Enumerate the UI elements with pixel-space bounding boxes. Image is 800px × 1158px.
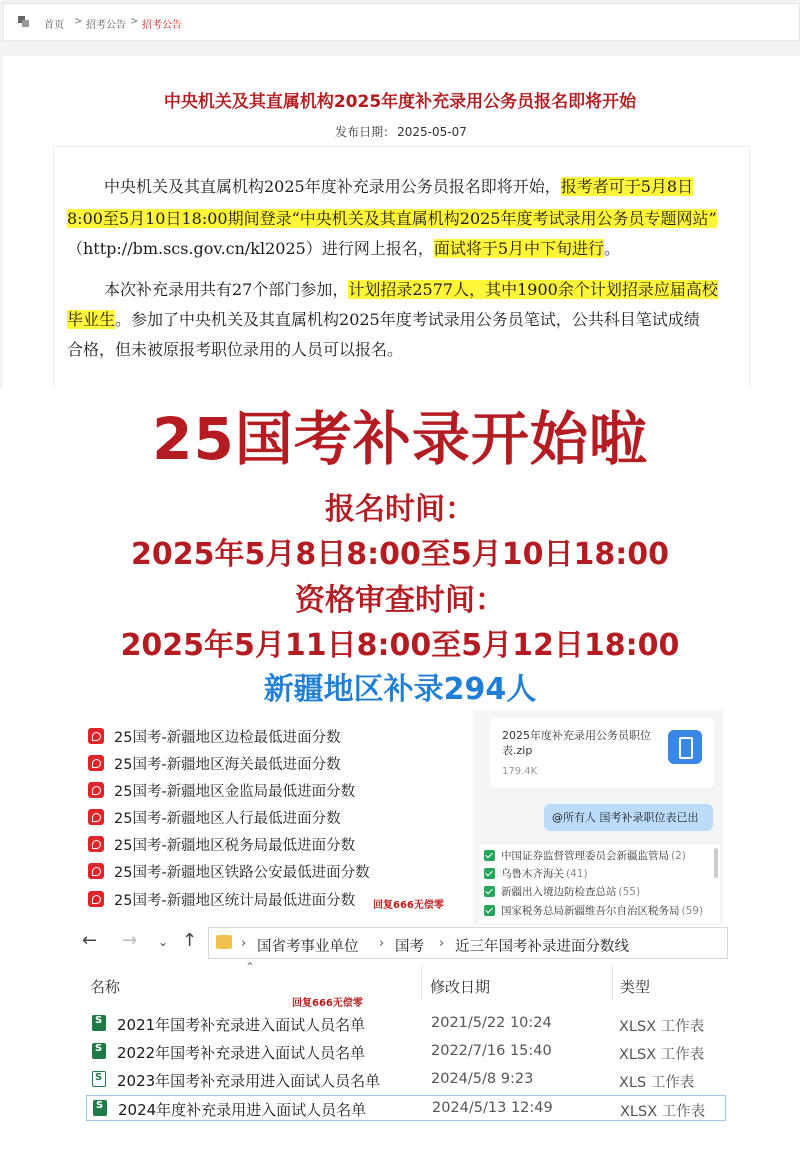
checklist-label [501, 848, 686, 863]
highlighted-text: 计划招录2577人，其中1900余个计划招录应届高校 [348, 280, 718, 299]
folder-icon [216, 935, 232, 949]
file-name: 25国考-新疆地区边检最低进面分数 [114, 730, 341, 746]
column-header-name[interactable]: 名称 [90, 978, 121, 996]
reply-note: 回复666无偿零 [373, 900, 444, 911]
breadcrumb [3, 3, 800, 41]
pdf-icon [88, 863, 104, 879]
pdf-icon [88, 782, 104, 798]
file-name: 25国考-新疆地区铁路公安最低进面分数 [114, 865, 370, 881]
checklist-label [501, 884, 640, 899]
article-line [104, 278, 718, 302]
column-divider[interactable] [612, 966, 613, 1000]
article-line [104, 175, 693, 199]
checklist-name: 国家税务总局新疆维吾尔自治区税务局 [501, 905, 680, 917]
reply-note: 回复666无偿零 [292, 998, 363, 1009]
chevron-down-icon[interactable]: ⌄ [158, 935, 169, 949]
spreadsheet-icon [93, 1100, 107, 1116]
chevron-right-icon: › [439, 936, 445, 951]
path-segment[interactable]: 国省考事业单位 [257, 939, 359, 955]
pdf-icon [88, 728, 104, 744]
spreadsheet-icon [92, 1043, 106, 1059]
article-line [67, 308, 700, 332]
department-checklist [480, 845, 720, 923]
zip-file-name: 2025年度补充录用公务员职位表.zip [502, 729, 651, 757]
row-type: XLSX 工作表 [619, 1047, 705, 1063]
up-arrow-icon[interactable]: ↑ [182, 930, 198, 951]
article-text: 。参加了中央机关及其直属机构2025年度考试录用公务员笔试，公共科目笔试成绩 [115, 310, 700, 329]
article-text: 。 [604, 239, 621, 258]
notice-title: 中央机关及其直属机构2025年度补充录用公务员报名即将开始 [163, 92, 637, 112]
article-line [67, 207, 717, 231]
breadcrumb-current: 招考公告 [142, 20, 182, 31]
forward-arrow-icon[interactable]: → [122, 930, 138, 951]
sort-ascending-icon: ⌃ [245, 960, 256, 974]
table-row[interactable] [86, 1039, 726, 1065]
table-row[interactable] [86, 1011, 726, 1037]
zip-icon [668, 730, 702, 764]
registration-time: 2025年5月8日8:00至5月10日18:00 [131, 537, 669, 572]
table-row-selected[interactable] [86, 1095, 726, 1121]
checklist-label [501, 866, 588, 881]
file-name: 25国考-新疆地区统计局最低进面分数 [114, 893, 356, 909]
row-type: XLSX 工作表 [620, 1104, 706, 1120]
pdf-icon [88, 891, 104, 907]
checkbox-checked-icon [484, 905, 495, 916]
article-text: 合格，但未被原报考职位录用的人员可以报名。 [67, 340, 404, 359]
banner-title: 25国考补录开始啦 [152, 405, 648, 473]
registration-label: 报名时间： [325, 492, 475, 527]
highlighted-text: 毕业生 [67, 310, 116, 329]
article-text: 本次补充录用共有27个部门参加， [104, 280, 349, 299]
region-quota: 新疆地区补录294人 [263, 672, 537, 707]
chevron-right-icon: › [379, 936, 385, 951]
file-name: 25国考-新疆地区金监局最低进面分数 [114, 784, 356, 800]
row-type: XLSX 工作表 [619, 1019, 705, 1035]
article-line [67, 237, 620, 261]
address-bar[interactable] [208, 927, 728, 959]
scrollbar[interactable] [714, 848, 718, 878]
column-header-type[interactable]: 类型 [620, 978, 651, 996]
checklist-name: 乌鲁木齐海关 [501, 868, 564, 880]
highlighted-text: 面试将于5月中下旬进行 [433, 239, 605, 258]
checkbox-checked-icon [484, 886, 495, 897]
checklist-count: (55) [618, 886, 641, 898]
home-icon [18, 16, 30, 28]
chevron-right-icon: › [241, 936, 247, 951]
publish-date-value: 2025-05-07 [397, 125, 467, 139]
review-time: 2025年5月11日8:00至5月12日18:00 [120, 628, 680, 663]
path-segment[interactable]: 国考 [395, 939, 424, 955]
spreadsheet-icon [92, 1071, 106, 1087]
checklist-name: 新疆出入境边防检查总站 [501, 886, 617, 898]
path-segment[interactable]: 近三年国考补录进面分数线 [455, 939, 629, 955]
pdf-icon [88, 809, 104, 825]
spreadsheet-icon [92, 1015, 106, 1031]
pdf-icon [88, 755, 104, 771]
checkbox-checked-icon [484, 868, 495, 879]
publish-date-label: 发布日期： [335, 125, 396, 139]
breadcrumb-separator: > [74, 16, 83, 27]
row-date: 2022/7/16 15:40 [431, 1043, 552, 1059]
zip-file-card[interactable] [490, 718, 714, 788]
row-file-name: 2023年国考补充录用进入面试人员名单 [117, 1072, 381, 1090]
pdf-icon [88, 836, 104, 852]
article-text: 中央机关及其直属机构2025年度补充录用公务员报名即将开始， [104, 177, 561, 196]
back-arrow-icon[interactable]: ← [82, 930, 98, 951]
checkbox-checked-icon [484, 850, 495, 861]
column-header-date[interactable]: 修改日期 [430, 978, 491, 996]
breadcrumb-separator: > [130, 16, 139, 27]
row-date: 2024/5/13 12:49 [432, 1100, 553, 1116]
mention-message: @所有人 国考补录职位表已出 [544, 804, 713, 831]
checklist-count: (59) [681, 905, 704, 917]
row-file-name: 2022年国考补充录进入面试人员名单 [117, 1044, 366, 1062]
publish-date [0, 123, 800, 140]
checklist-count: (41) [566, 868, 588, 880]
column-divider[interactable] [421, 966, 422, 1000]
highlighted-text: 报考者可于5月8日 [560, 177, 694, 196]
breadcrumb-notices-link[interactable]: 招考公告 [86, 20, 126, 31]
row-file-name: 2021年国考补充录进入面试人员名单 [117, 1016, 366, 1034]
review-label: 资格审查时间： [295, 583, 505, 618]
row-file-name: 2024年度补充录用进入面试人员名单 [118, 1101, 367, 1119]
checklist-count: (2) [671, 850, 686, 862]
article-line [67, 338, 403, 362]
zip-file-size: 179.4K [502, 766, 538, 777]
table-row[interactable] [86, 1067, 726, 1093]
row-date: 2024/5/8 9:23 [431, 1071, 534, 1087]
row-date: 2021/5/22 10:24 [431, 1015, 552, 1031]
article-text: （http://bm.scs.gov.cn/kl2025）进行网上报名， [67, 239, 434, 258]
checklist-name: 中国证券监督管理委员会新疆监管局 [501, 850, 669, 862]
row-type: XLS 工作表 [619, 1075, 695, 1091]
checklist-label [501, 903, 703, 918]
highlighted-text: 8:00至5月10日18:00期间登录“中央机关及其直属机构2025年度考试录用公务员专题网站” [67, 209, 717, 228]
file-name: 25国考-新疆地区税务局最低进面分数 [114, 838, 356, 854]
file-name: 25国考-新疆地区人行最低进面分数 [114, 811, 341, 827]
file-name: 25国考-新疆地区海关最低进面分数 [114, 757, 341, 773]
breadcrumb-home-link[interactable]: 首页 [44, 20, 64, 31]
